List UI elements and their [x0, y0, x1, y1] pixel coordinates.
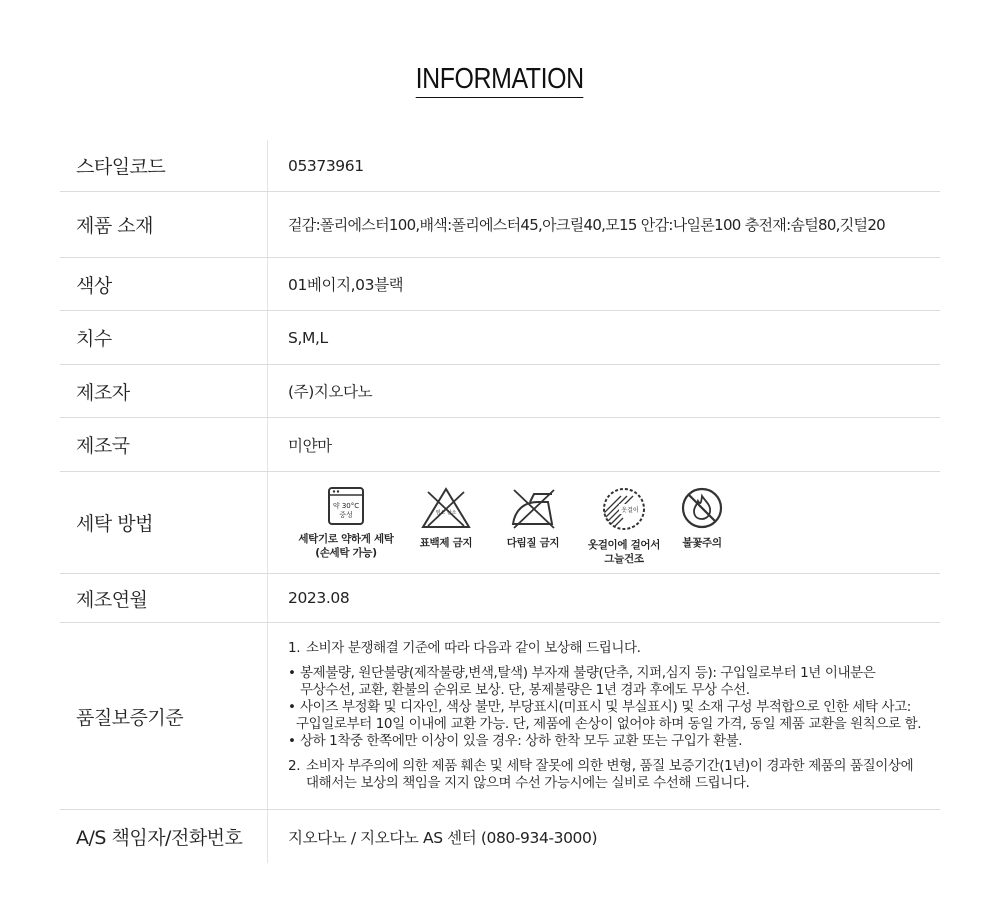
column-divider [267, 418, 268, 471]
row-wash [60, 472, 940, 574]
label-manufacture-date: 제조연월 [76, 588, 148, 611]
row-material [60, 192, 940, 258]
value-color: 01베이지,03블랙 [288, 276, 404, 294]
bullet-mark: • [288, 733, 296, 749]
label-country: 제조국 [76, 435, 130, 457]
page-title-wrap [0, 62, 1000, 98]
info-table [60, 140, 940, 863]
row-quality-guarantee [60, 623, 940, 810]
fire-item [672, 486, 732, 550]
caption-line: 다림질 금지 [506, 537, 560, 549]
column-divider [267, 258, 268, 310]
row-style-code [60, 140, 940, 192]
wash-temp-text: 약 30°C [332, 502, 360, 510]
column-divider [267, 140, 268, 191]
column-divider [267, 192, 268, 257]
dry-item [576, 486, 672, 566]
qa-item [288, 758, 921, 775]
qa-line: 봉제불량, 원단불량(제작불량,변색,탈색) 부자재 불량(단추, 지퍼,심지 등): 구입일로부터 1년 이내분은 [300, 665, 876, 681]
label-color: 색상 [76, 274, 112, 297]
value-after-service: 지오다노 / 지오다노 AS 센터 (080-934-3000) [288, 828, 598, 847]
column-divider [267, 311, 268, 364]
value-manufacture-date: 2023.08 [288, 589, 350, 607]
column-divider [267, 810, 268, 863]
hang-dry-shade-icon [601, 486, 647, 532]
caption-line: (손세탁 가능) [315, 547, 377, 559]
row-maker [60, 365, 940, 418]
value-material: 겉감:폴리에스터100,배색:폴리에스터45,아크릴40,모15 안감:나일론100 충전재:솜털80,깃털20 [288, 216, 886, 234]
row-color [60, 258, 940, 311]
row-country [60, 418, 940, 472]
wash-item [290, 486, 402, 560]
bullet-mark: • [288, 699, 296, 715]
qa-bullet [288, 665, 921, 682]
qa-item [288, 640, 921, 657]
dry-caption [588, 538, 660, 566]
iron-caption [507, 536, 560, 550]
label-maker: 제조자 [76, 381, 130, 404]
caption-line: 불꽃주의 [682, 537, 722, 549]
caption-line: 그늘건조 [604, 553, 644, 565]
qa-line: 상하 1착중 한쪽에만 이상이 있을 경우: 상하 한착 모두 교환 또는 구입가 환불. [300, 733, 743, 749]
label-style-code: 스타일코드 [76, 156, 166, 178]
column-divider [267, 623, 268, 809]
value-style-code: 05373961 [288, 156, 364, 175]
row-after-service [60, 810, 940, 863]
qa-line: 소비자 분쟁해결 기준에 따라 다음과 같이 보상해 드립니다. [306, 640, 641, 656]
hang-dry-text: 옷걸이 [621, 507, 639, 514]
caption-line: 표백제 금지 [419, 537, 473, 549]
qa-bullet [288, 733, 921, 750]
qa-line: 사이즈 부정확 및 디자인, 색상 불만, 부당표시(미표시 및 부실표시) 및 소재 구성 부적합으로 인한 세탁 사고: [300, 699, 911, 715]
bleach-caption [420, 536, 473, 550]
label-wash: 세탁 방법 [76, 513, 153, 535]
column-divider [267, 574, 268, 622]
column-divider [267, 365, 268, 417]
qa-line: 대해서는 보상의 책임을 지지 않으며 수선 가능시에는 실비로 수선해 드립니다. [306, 775, 750, 791]
bullet-mark: • [288, 665, 296, 681]
quality-guarantee-text [268, 640, 921, 792]
wash-machine-30-icon [326, 486, 366, 526]
qa-number: 1. [288, 640, 301, 656]
wash-caption [298, 532, 393, 560]
fire-caption [682, 536, 721, 550]
label-material: 제품 소재 [76, 215, 153, 237]
column-divider [267, 472, 268, 573]
qa-line: 소비자 부주의에 의한 제품 훼손 및 세탁 잘못에 의한 변형, 품질 보증기간(1년)이 경과한 제품의 품질이상에 [306, 758, 914, 774]
value-country: 미얀마 [288, 436, 332, 455]
bleach-text: 염소 산소 [435, 510, 457, 516]
qa-line: 무상수선, 교환, 환불의 순위로 보상. 단, 봉제불량은 1년 경과 후에도 무상 수선. [300, 682, 750, 698]
label-size: 치수 [76, 328, 112, 350]
caption-line: 옷걸이에 걸어서 [587, 539, 661, 551]
label-after-service: A/S 책임자/전화번호 [76, 827, 243, 849]
value-maker: (주)지오다노 [288, 383, 373, 401]
qa-number: 2. [288, 758, 301, 774]
bleach-item [402, 486, 490, 550]
page-title: INFORMATION [416, 62, 584, 98]
qa-bullet [288, 699, 921, 716]
qa-line: 구입일로부터 10일 이내에 교환 가능. 단, 제품에 손상이 없어야 하며 동일 가격, 동일 제품 교환을 원칙으로 함. [296, 716, 922, 732]
row-size [60, 311, 940, 365]
caption-line: 세탁기로 약하게 세탁 [298, 533, 394, 545]
row-manufacture-date [60, 574, 940, 623]
no-bleach-icon [420, 486, 472, 530]
wash-icons [268, 472, 732, 573]
no-iron-icon [508, 486, 558, 530]
label-quality-guarantee: 품질보증기준 [76, 706, 184, 729]
iron-item [490, 486, 576, 550]
wash-neutral-text: 중성 [339, 511, 353, 519]
fire-caution-icon [680, 486, 724, 530]
value-size: S,M,L [288, 328, 328, 347]
